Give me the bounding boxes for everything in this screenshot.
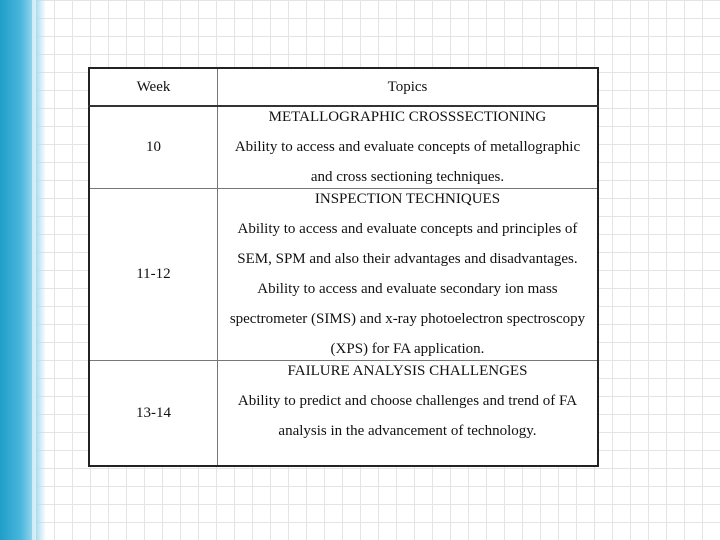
course-schedule-table xyxy=(88,67,599,467)
topics-column-header: Topics xyxy=(217,68,598,106)
topic-line: (XPS) for FA application. xyxy=(330,341,485,357)
topic-line: analysis in the advancement of technology. xyxy=(278,423,537,439)
topic-cell xyxy=(217,361,598,467)
topic-title: FAILURE ANALYSIS CHALLENGES xyxy=(287,363,528,379)
topic-title: INSPECTION TECHNIQUES xyxy=(314,191,501,207)
topic-line: SEM, SPM and also their advantages and disadvantages. xyxy=(237,251,578,267)
topic-line: spectrometer (SIMS) and x-ray photoelectron spectroscopy xyxy=(229,311,586,327)
table-row xyxy=(89,361,598,467)
decorative-side-strip xyxy=(0,0,46,540)
topic-title: METALLOGRAPHIC CROSSSECTIONING xyxy=(268,109,547,125)
topic-line: Ability to access and evaluate secondary ion mass xyxy=(257,281,558,297)
week-cell: 13-14 xyxy=(89,361,217,467)
table-row xyxy=(89,189,598,361)
topic-line: and cross sectioning techniques. xyxy=(310,169,505,185)
week-cell: 10 xyxy=(89,106,217,189)
table-row xyxy=(89,106,598,189)
topic-line: Ability to access and evaluate concepts and principles of xyxy=(237,221,578,237)
topic-cell xyxy=(217,189,598,361)
topic-line: Ability to predict and choose challenges and trend of FA xyxy=(237,393,578,409)
table-header-row xyxy=(89,68,598,106)
topic-cell xyxy=(217,106,598,189)
topic-line: Ability to access and evaluate concepts of metallographic xyxy=(234,139,581,155)
week-cell: 11-12 xyxy=(89,189,217,361)
week-column-header: Week xyxy=(89,68,217,106)
